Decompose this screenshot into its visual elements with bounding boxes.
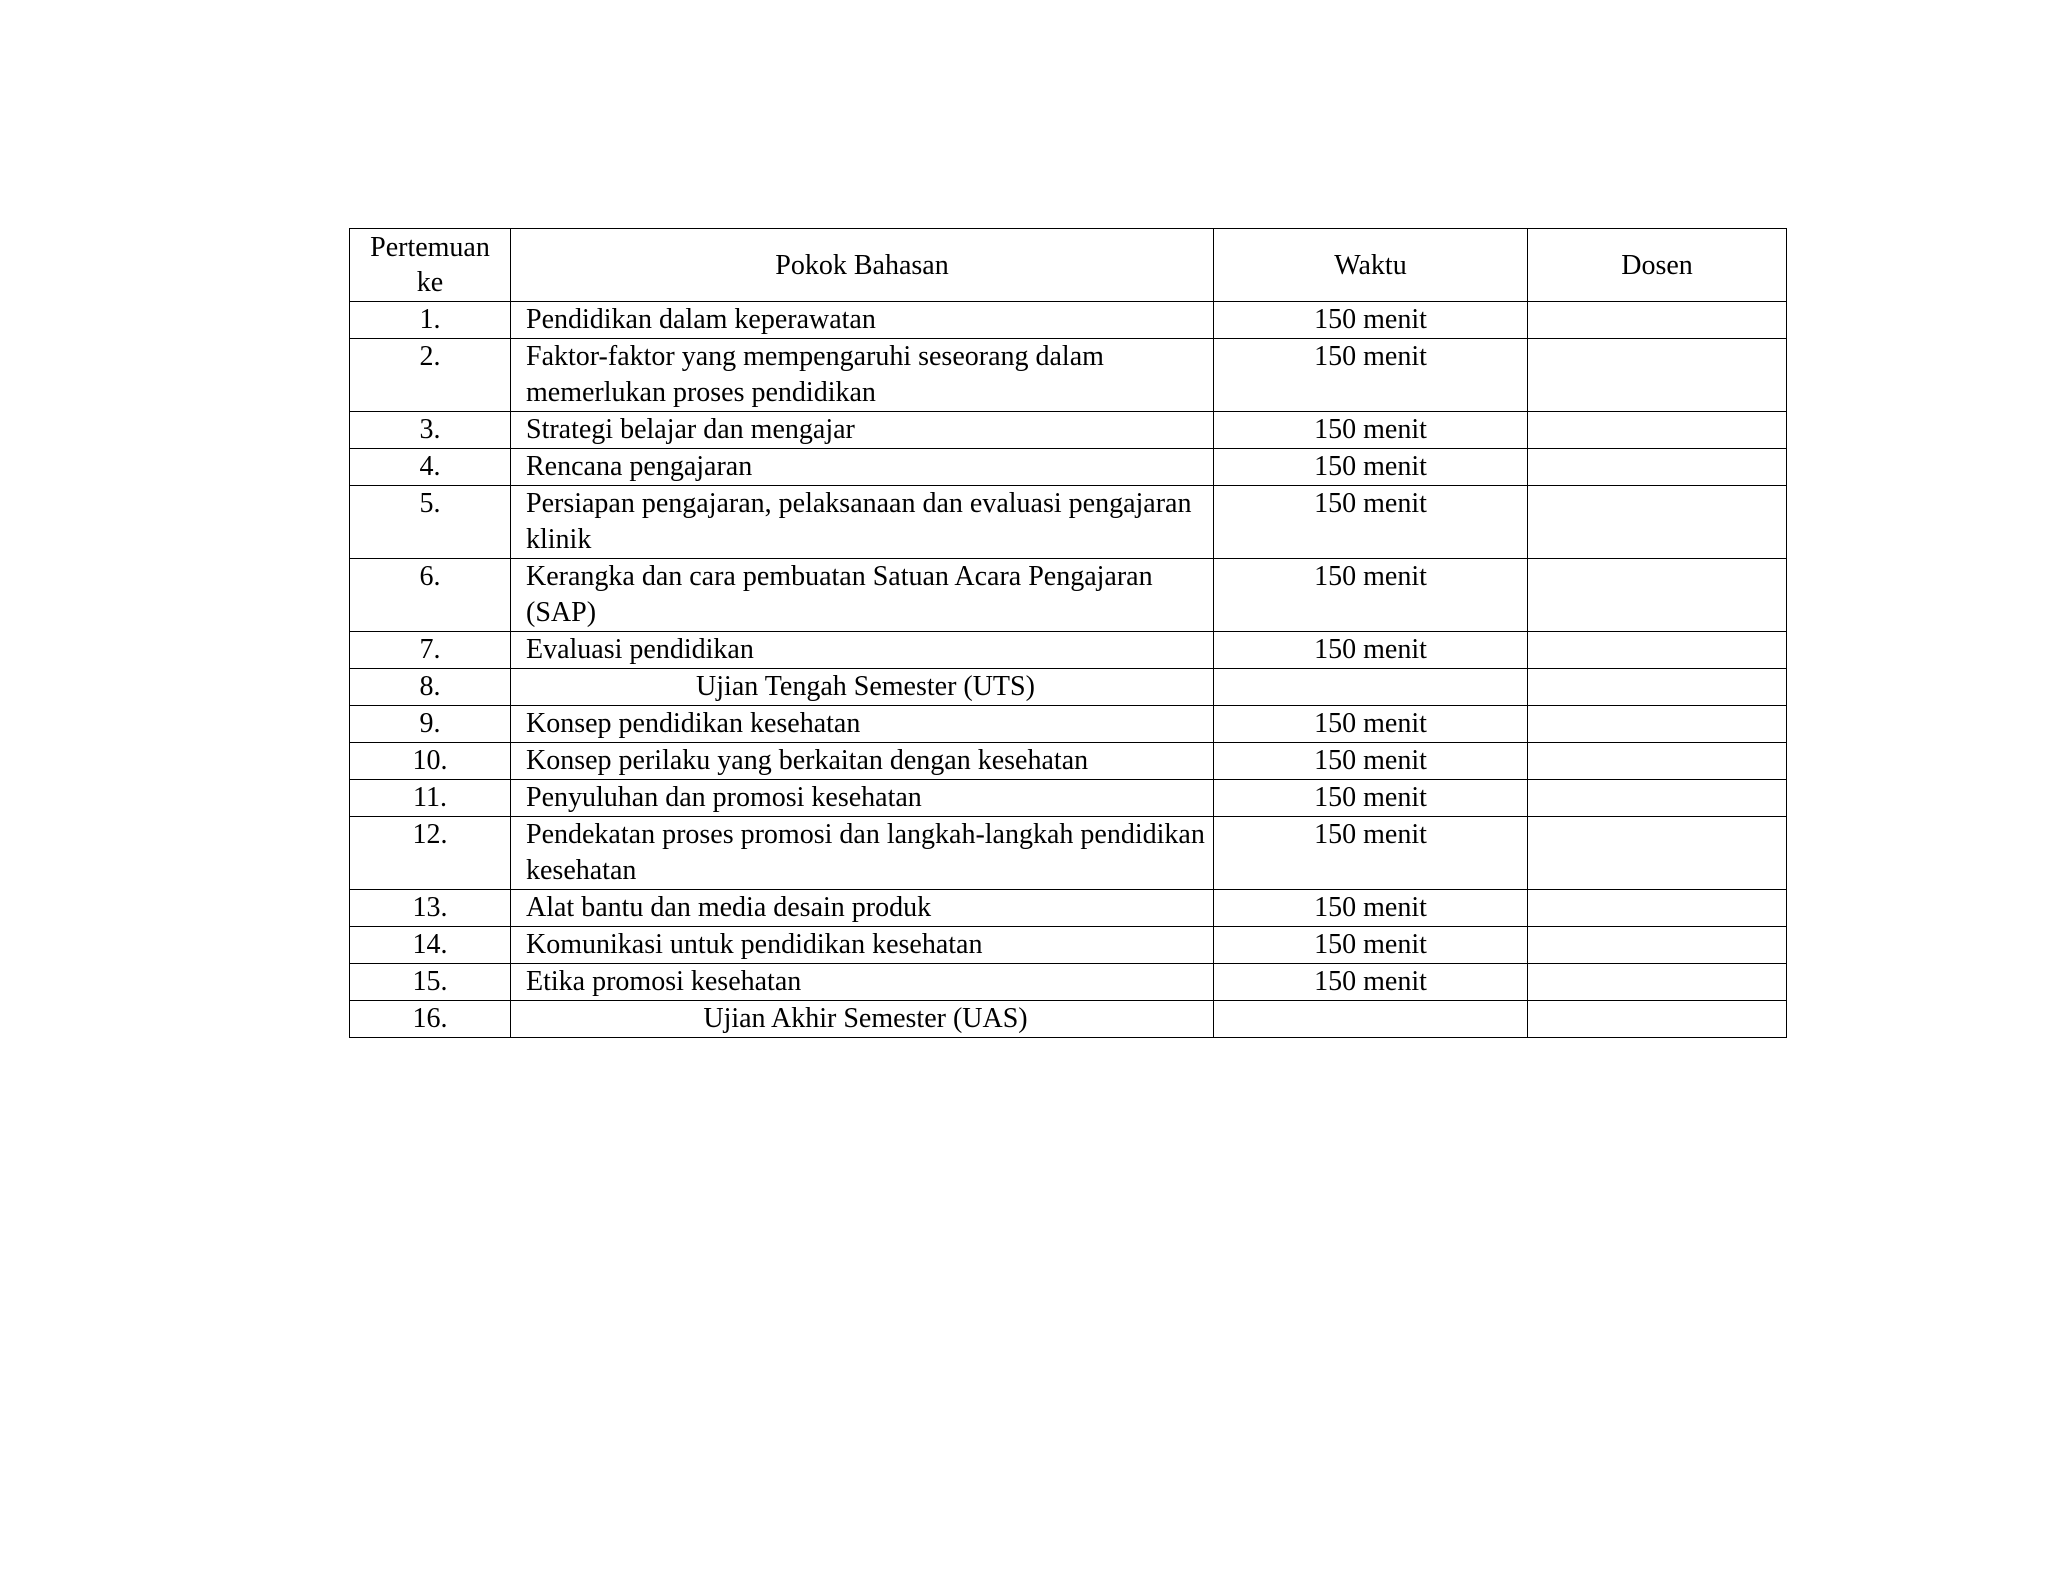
time-cell: 150 menit xyxy=(1214,743,1528,780)
meeting-number-cell: 10. xyxy=(350,743,511,780)
header-lecturer: Dosen xyxy=(1528,229,1787,302)
table-row xyxy=(350,412,1787,449)
topic-cell: Penyuluhan dan promosi kesehatan xyxy=(511,780,1214,817)
table-body xyxy=(350,302,1787,1038)
time-cell: 150 menit xyxy=(1214,890,1528,927)
time-cell: 150 menit xyxy=(1214,486,1528,559)
meeting-number-cell: 5. xyxy=(350,486,511,559)
time-cell: 150 menit xyxy=(1214,449,1528,486)
table-row xyxy=(350,302,1787,339)
lecturer-cell xyxy=(1528,486,1787,559)
lecturer-cell xyxy=(1528,817,1787,890)
topic-cell: Etika promosi kesehatan xyxy=(511,964,1214,1001)
time-cell xyxy=(1214,1001,1528,1038)
table-row xyxy=(350,743,1787,780)
topic-cell: Persiapan pengajaran, pelaksanaan dan evaluasi pengajaran klinik xyxy=(511,486,1214,559)
meeting-number-cell: 9. xyxy=(350,706,511,743)
time-cell: 150 menit xyxy=(1214,964,1528,1001)
time-cell: 150 menit xyxy=(1214,817,1528,890)
lecturer-cell xyxy=(1528,1001,1787,1038)
table-row xyxy=(350,706,1787,743)
table-row xyxy=(350,780,1787,817)
meeting-number-cell: 8. xyxy=(350,669,511,706)
lecturer-cell xyxy=(1528,890,1787,927)
time-cell: 150 menit xyxy=(1214,927,1528,964)
meeting-number-cell: 13. xyxy=(350,890,511,927)
lecturer-cell xyxy=(1528,632,1787,669)
lecturer-cell xyxy=(1528,669,1787,706)
meeting-number-cell: 11. xyxy=(350,780,511,817)
table-row xyxy=(350,1001,1787,1038)
time-cell: 150 menit xyxy=(1214,632,1528,669)
table-row xyxy=(350,927,1787,964)
header-meeting-number: Pertemuan ke xyxy=(350,229,511,302)
lecturer-cell xyxy=(1528,339,1787,412)
time-cell: 150 menit xyxy=(1214,706,1528,743)
meeting-number-cell: 1. xyxy=(350,302,511,339)
lecturer-cell xyxy=(1528,412,1787,449)
lecturer-cell xyxy=(1528,302,1787,339)
exam-topic-cell: Ujian Tengah Semester (UTS) xyxy=(511,669,1214,706)
topic-cell: Alat bantu dan media desain produk xyxy=(511,890,1214,927)
time-cell: 150 menit xyxy=(1214,339,1528,412)
meeting-number-cell: 2. xyxy=(350,339,511,412)
table-header-row xyxy=(350,229,1787,302)
table-row xyxy=(350,559,1787,632)
header-topic: Pokok Bahasan xyxy=(511,229,1214,302)
meeting-number-cell: 16. xyxy=(350,1001,511,1038)
time-cell xyxy=(1214,669,1528,706)
time-cell: 150 menit xyxy=(1214,780,1528,817)
time-cell: 150 menit xyxy=(1214,302,1528,339)
meeting-number-cell: 14. xyxy=(350,927,511,964)
meeting-number-cell: 15. xyxy=(350,964,511,1001)
lecturer-cell xyxy=(1528,743,1787,780)
lecturer-cell xyxy=(1528,964,1787,1001)
lecturer-cell xyxy=(1528,927,1787,964)
topic-cell: Faktor-faktor yang mempengaruhi seseorang dalam memerlukan proses pendidikan xyxy=(511,339,1214,412)
time-cell: 150 menit xyxy=(1214,559,1528,632)
table-row xyxy=(350,339,1787,412)
lecturer-cell xyxy=(1528,449,1787,486)
topic-cell: Kerangka dan cara pembuatan Satuan Acara Pengajaran (SAP) xyxy=(511,559,1214,632)
time-cell: 150 menit xyxy=(1214,412,1528,449)
lecturer-cell xyxy=(1528,559,1787,632)
table-row xyxy=(350,669,1787,706)
topic-cell: Pendidikan dalam keperawatan xyxy=(511,302,1214,339)
table-row xyxy=(350,486,1787,559)
header-time: Waktu xyxy=(1214,229,1528,302)
table-row xyxy=(350,817,1787,890)
meeting-number-cell: 3. xyxy=(350,412,511,449)
exam-topic-cell: Ujian Akhir Semester (UAS) xyxy=(511,1001,1214,1038)
topic-cell: Konsep pendidikan kesehatan xyxy=(511,706,1214,743)
lecturer-cell xyxy=(1528,780,1787,817)
topic-cell: Pendekatan proses promosi dan langkah-langkah pendidikan kesehatan xyxy=(511,817,1214,890)
meeting-number-cell: 4. xyxy=(350,449,511,486)
topic-cell: Komunikasi untuk pendidikan kesehatan xyxy=(511,927,1214,964)
topic-cell: Rencana pengajaran xyxy=(511,449,1214,486)
table-row xyxy=(350,449,1787,486)
lecturer-cell xyxy=(1528,706,1787,743)
meeting-number-cell: 6. xyxy=(350,559,511,632)
topic-cell: Evaluasi pendidikan xyxy=(511,632,1214,669)
table-row xyxy=(350,632,1787,669)
table-row xyxy=(350,964,1787,1001)
topic-cell: Konsep perilaku yang berkaitan dengan kesehatan xyxy=(511,743,1214,780)
topic-cell: Strategi belajar dan mengajar xyxy=(511,412,1214,449)
meeting-number-cell: 7. xyxy=(350,632,511,669)
schedule-table xyxy=(349,228,1787,1038)
table-row xyxy=(350,890,1787,927)
meeting-number-cell: 12. xyxy=(350,817,511,890)
